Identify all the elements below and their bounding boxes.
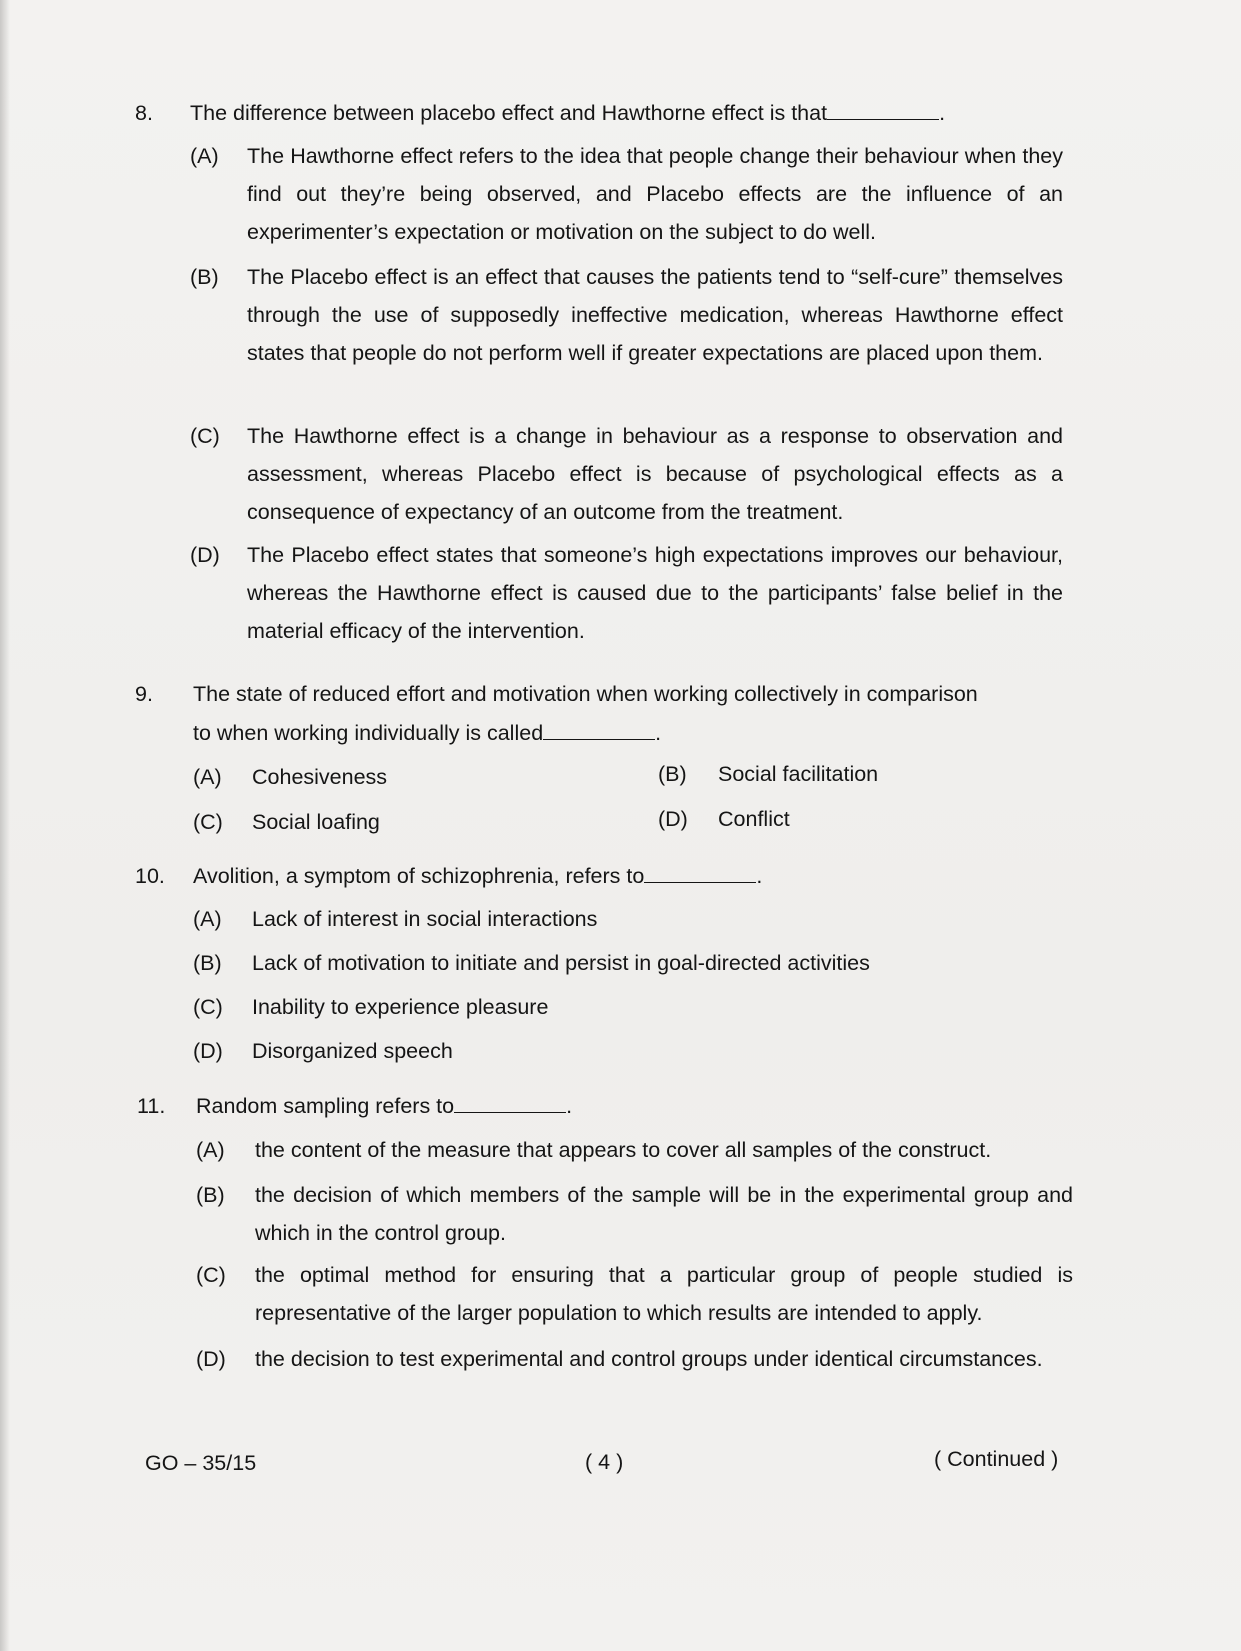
question-10-option-d-text: Disorganized speech xyxy=(252,1039,453,1063)
question-11-option-a-label: (A) xyxy=(196,1138,225,1162)
question-8-option-c-label: (C) xyxy=(190,424,220,448)
question-10-stem-text: Avolition, a symptom of schizophrenia, refers to xyxy=(193,864,645,888)
question-10-option-c-label: (C) xyxy=(193,995,223,1019)
question-9-option-b-label: (B) xyxy=(658,762,687,786)
question-9-option-a-label: (A) xyxy=(193,765,222,789)
question-11-option-b-text: the decision of which members of the sample will be in the experimental group and which in the control group. xyxy=(255,1183,1073,1245)
question-9-stem-end: . xyxy=(655,721,662,745)
question-8-option-b-label: (B) xyxy=(190,265,219,289)
question-9-option-d-label: (D) xyxy=(658,807,688,831)
question-11-option-a-text: the content of the measure that appears to cover all samples of the construct. xyxy=(255,1138,992,1162)
question-8-stem-text: The difference between placebo effect and Hawthorne effect is that xyxy=(190,101,828,125)
question-10-stem xyxy=(193,857,1073,895)
question-8-option-a-label: (A) xyxy=(190,144,219,168)
question-8-stem-end: . xyxy=(939,101,946,125)
question-9-option-a-text: Cohesiveness xyxy=(252,765,388,789)
question-11-option-d-text: the decision to test experimental and control groups under identical circumstances. xyxy=(255,1347,1043,1371)
question-10-number: 10. xyxy=(135,864,165,888)
question-8-stem xyxy=(190,94,1050,132)
answer-blank xyxy=(644,860,756,883)
question-8-option-d-label: (D) xyxy=(190,543,220,567)
question-10-option-c-text: Inability to experience pleasure xyxy=(252,995,549,1019)
question-11-stem-text: Random sampling refers to xyxy=(196,1094,455,1118)
answer-blank xyxy=(827,97,939,120)
question-8-option-b-text: The Placebo effect is an effect that causes the patients tend to “self-cure” themselves through the use of supposedly ineffective medication, whereas Hawthorne effect states that people do not perform well if greater expectations are placed upon them. xyxy=(247,265,1063,365)
question-8-number: 8. xyxy=(135,101,153,125)
answer-blank xyxy=(543,717,655,740)
question-9-option-c-label: (C) xyxy=(193,810,223,834)
question-10-option-b-label: (B) xyxy=(193,951,222,975)
answer-blank xyxy=(454,1090,566,1113)
question-8-option-d-text: The Placebo effect states that someone’s high expectations improves our behaviour, whereas the Hawthorne effect is caused due to the participants’ false belief in the material efficacy of the intervention. xyxy=(247,543,1063,643)
question-9-option-b-text: Social facilitation xyxy=(718,762,879,786)
question-11-number: 11. xyxy=(137,1094,166,1118)
question-10-option-a-label: (A) xyxy=(193,907,222,931)
question-11-option-c-text: the optimal method for ensuring that a particular group of people studied is representative of the larger population to which results are intended to apply. xyxy=(255,1263,1073,1325)
scan-edge-shadow xyxy=(0,0,10,1651)
question-9-stem-line2 xyxy=(193,714,1073,752)
continued-label: ( Continued ) xyxy=(934,1447,1059,1471)
question-10-stem-end: . xyxy=(756,864,763,888)
question-11-stem xyxy=(196,1087,1076,1125)
question-8-option-c-text: The Hawthorne effect is a change in behaviour as a response to observation and assessment, whereas Placebo effect is because of psychological effects as a consequence of expectancy of an outcome from the treatment. xyxy=(247,424,1063,524)
question-9-stem-text: to when working individually is called xyxy=(193,721,544,745)
question-10-option-b-text: Lack of motivation to initiate and persist in goal-directed activities xyxy=(252,951,870,975)
question-11-stem-end: . xyxy=(566,1094,573,1118)
page-number: ( 4 ) xyxy=(585,1450,624,1474)
question-9-stem-line1: The state of reduced effort and motivation when working collectively in comparison xyxy=(193,682,978,706)
question-9-number: 9. xyxy=(135,682,153,706)
question-10-option-a-text: Lack of interest in social interactions xyxy=(252,907,598,931)
question-11-option-b-label: (B) xyxy=(196,1183,225,1207)
question-11-option-d-label: (D) xyxy=(196,1347,226,1371)
question-9-option-d-text: Conflict xyxy=(718,807,790,831)
question-10-option-d-label: (D) xyxy=(193,1039,223,1063)
question-11-option-c-label: (C) xyxy=(196,1263,226,1287)
question-9-option-c-text: Social loafing xyxy=(252,810,380,834)
question-8-option-a-text: The Hawthorne effect refers to the idea that people change their behaviour when they find out they’re being observed, and Placebo effects are the influence of an experimenter’s expectation or motivation on the subject to do well. xyxy=(247,144,1063,244)
paper-code: GO – 35/15 xyxy=(145,1451,257,1475)
